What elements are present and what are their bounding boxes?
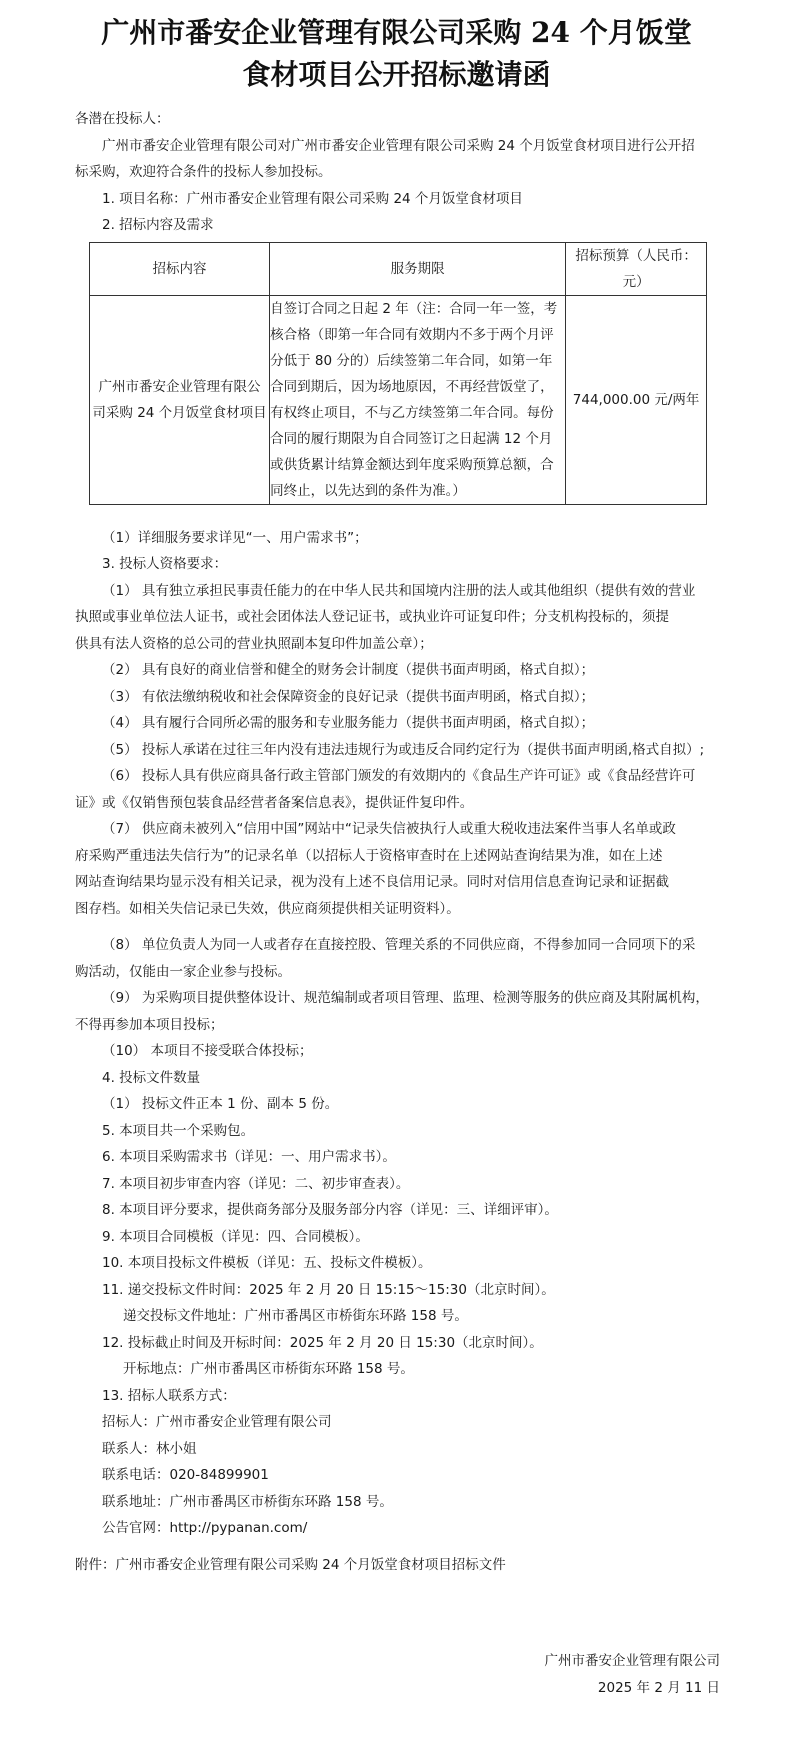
note-1: （1）详细服务要求详见“一、用户需求书”； xyxy=(102,529,368,546)
qualification-1-line-2: 执照或事业单位法人证书，或社会团体法人登记证书，或执业许可证复印件；分支机构投标的，须提 xyxy=(75,609,669,625)
item-11: 11. 递交投标文件时间：2025 年 2 月 20 日 15:15～15:30（北京时间）。 xyxy=(102,1281,555,1298)
item-5: 5. 本项目共一个采购包。 xyxy=(102,1122,255,1139)
item-4-heading: 4. 投标文件数量 xyxy=(102,1069,201,1086)
cell-content: 广州市番安企业管理有限公 司采购 24 个月饭堂食材项目 xyxy=(90,295,270,504)
qualification-9-line-2: 不得再参加本项目投标； xyxy=(75,1016,224,1033)
item-12: 12. 投标截止时间及开标时间：2025 年 2 月 20 日 15:30（北京时间）。 xyxy=(102,1334,543,1351)
item-2-heading: 2. 招标内容及需求 xyxy=(102,217,214,233)
item-12-location: 开标地点：广州市番禺区市桥街东环路 158 号。 xyxy=(123,1361,414,1377)
salutation: 各潜在投标人： xyxy=(75,111,170,127)
intro-line-2: 标采购，欢迎符合条件的投标人参加投标。 xyxy=(75,164,332,180)
contact-phone: 联系电话：020-84899901 xyxy=(102,1467,269,1483)
header-budget: 招标预算（人民币：元） xyxy=(566,242,707,295)
spacer xyxy=(75,1542,715,1552)
qualification-8-line-1: （8） 单位负责人为同一人或者存在直接控股、管理关系的不同供应商，不得参加同一合同项下的采 xyxy=(102,937,696,953)
spacer xyxy=(75,922,715,932)
qualification-3: （3） 有依法缴纳税收和社会保障资金的良好记录（提供书面声明函，格式自拟）； xyxy=(102,688,595,705)
signature-date: 2025 年 2 月 11 日 xyxy=(597,1680,720,1696)
qualification-9-line-1: （9） 为采购项目提供整体设计、规范编制或者项目管理、监理、检测等服务的供应商及其附属机构， xyxy=(102,990,709,1006)
contact-tenderer: 招标人：广州市番安企业管理有限公司 xyxy=(102,1414,332,1430)
contact-address: 联系地址：广州市番禺区市桥街东环路 158 号。 xyxy=(102,1493,393,1510)
bid-table xyxy=(89,242,707,505)
qualification-1-line-1: （1） 具有独立承担民事责任能力的在中华人民共和国境内注册的法人或其他组织（提供有效的营业 xyxy=(102,582,696,599)
qualification-6-line-2: 证》或《仅销售预包装食品经营者备案信息表》，提供证件复印件。 xyxy=(75,794,474,811)
item-4-1: （1） 投标文件正本 1 份、副本 5 份。 xyxy=(102,1096,339,1112)
qualification-8-line-2: 购活动，仅能由一家企业参与投标。 xyxy=(75,963,291,980)
table-row xyxy=(90,295,707,504)
qualification-7-line-3: 网站查询结果均显示没有相关记录，视为没有上述不良信用记录。同时对信用信息查询记录和证据截 xyxy=(75,874,669,890)
document-title xyxy=(0,12,793,96)
cell-service-period: 自签订合同之日起 2 年（注：合同一年一签，考 核合格（即第一年合同有效期内不多于两个月评 分低于 80 分的）后续签第二年合同，如第一年 合同到期后，因为场地原因，不再经营饭堂了， 有权终止项目，不与乙方续签第二年合同。每份 合同的履行期限为自合同签订之日起满 12 个月 或供货累计结算金额达到年度采购预算总额，合 同终止，以先达到的条件为准。） xyxy=(270,295,566,504)
header-service-period: 服务期限 xyxy=(270,242,566,295)
document-body xyxy=(75,106,715,1578)
item-13-heading: 13. 招标人联系方式： xyxy=(102,1387,236,1404)
qualification-6-line-1: （6） 投标人具有供应商具备行政主管部门颁发的有效期内的《食品生产许可证》或《食品经营许可 xyxy=(102,768,696,784)
signature-company: 广州市番安企业管理有限公司 xyxy=(544,1653,720,1669)
item-6: 6. 本项目采购需求书（详见：一、用户需求书）。 xyxy=(102,1149,396,1165)
qualification-10: （10） 本项目不接受联合体投标； xyxy=(102,1043,313,1059)
item-7: 7. 本项目初步审查内容（详见：二、初步审查表）。 xyxy=(102,1175,410,1192)
qualification-5: （5） 投标人承诺在过往三年内没有违法违规行为或违反合同约定行为（提供书面声明函,格式自拟）; xyxy=(102,741,705,758)
item-10: 10. 本项目投标文件模板（详见：五、投标文件模板）。 xyxy=(102,1255,432,1271)
table-header-row xyxy=(90,242,707,295)
item-9: 9. 本项目合同模板（详见：四、合同模板）。 xyxy=(102,1228,369,1245)
qualification-7-line-4: 图存档。如相关失信记录已失效，供应商须提供相关证明资料）。 xyxy=(75,900,460,917)
item-11-address: 递交投标文件地址：广州市番禺区市桥街东环路 158 号。 xyxy=(123,1308,468,1324)
contact-person: 联系人：林小姐 xyxy=(102,1440,197,1457)
header-content: 招标内容 xyxy=(90,242,270,295)
cell-budget: 744,000.00 元/两年 xyxy=(566,295,707,504)
title-line-2: 食材项目公开招标邀请函 xyxy=(242,58,551,91)
intro-line-1: 广州市番安企业管理有限公司对广州市番安企业管理有限公司采购 24 个月饭堂食材项目进行公开招 xyxy=(102,137,695,154)
item-3-heading: 3. 投标人资格要求： xyxy=(102,556,228,572)
item-1-project-name: 1. 项目名称：广州市番安企业管理有限公司采购 24 个月饭堂食材项目 xyxy=(102,190,523,207)
attachment-line: 附件：广州市番安企业管理有限公司采购 24 个月饭堂食材项目招标文件 xyxy=(75,1556,506,1573)
qualification-1-line-3: 供具有法人资格的总公司的营业执照副本复印件加盖公章）； xyxy=(75,635,433,652)
contact-website: 公告官网：http://pypanan.com/ xyxy=(102,1520,308,1536)
item-8: 8. 本项目评分要求，提供商务部分及服务部分内容（详见：三、详细评审）。 xyxy=(102,1202,558,1218)
qualification-2: （2） 具有良好的商业信誉和健全的财务会计制度（提供书面声明函，格式自拟）； xyxy=(102,662,595,678)
qualification-7-line-1: （7） 供应商未被列入“信用中国”网站中“记录失信被执行人或重大税收违法案件当事人名单或政 xyxy=(102,821,676,837)
signature-block xyxy=(420,1648,720,1702)
qualification-4: （4） 具有履行合同所必需的服务和专业服务能力（提供书面声明函，格式自拟）； xyxy=(102,715,595,731)
qualification-7-line-2: 府采购严重违法失信行为”的记录名单（以招标人于资格审查时在上述网站查询结果为准，如在上述 xyxy=(75,847,663,864)
title-line-1: 广州市番安企业管理有限公司采购 24 个月饭堂 xyxy=(101,16,692,49)
